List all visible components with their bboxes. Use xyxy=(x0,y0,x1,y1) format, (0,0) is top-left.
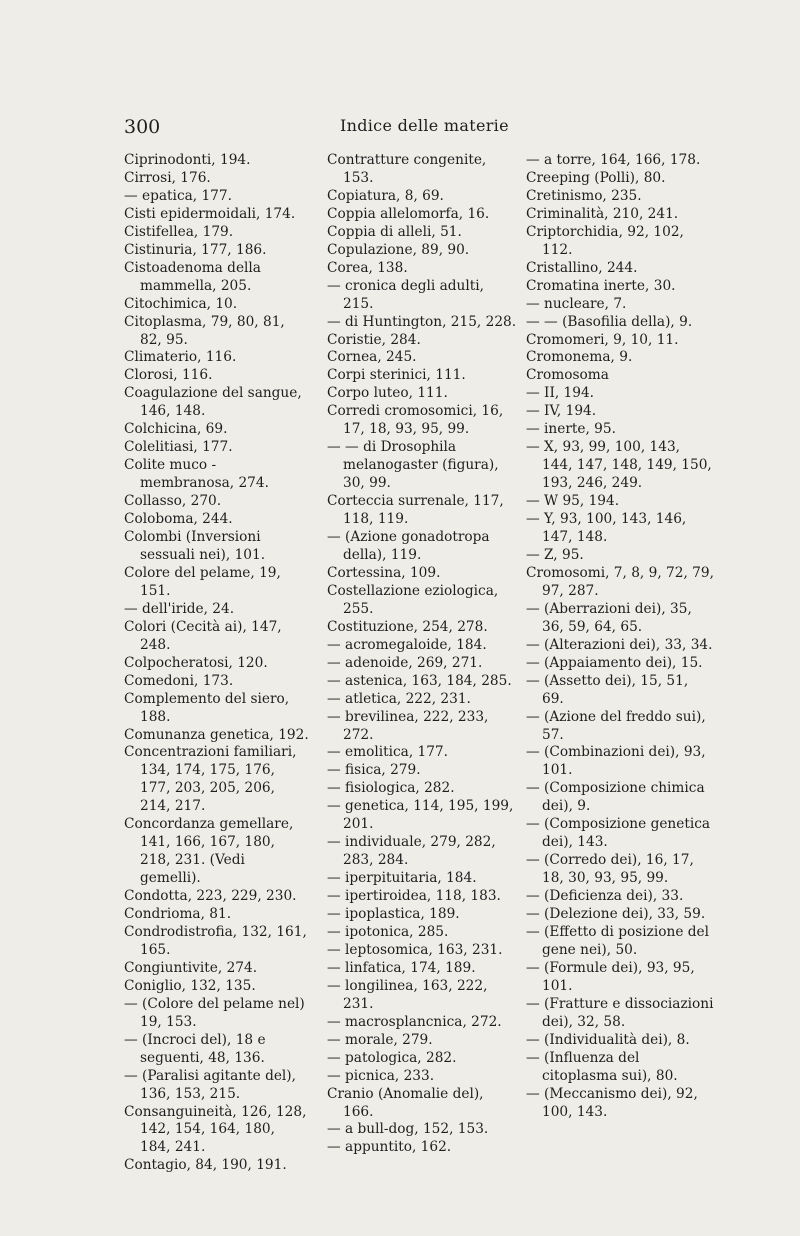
index-entry: — leptosomica, 163, 231. xyxy=(327,941,503,958)
index-entry: Corredi cromosomici, 16, 17, 18, 93, 95, 99. xyxy=(327,403,504,438)
index-entry: Cistinuria, 177, 186. xyxy=(124,241,267,258)
index-entry: — (Individualità dei), 8. xyxy=(526,1031,690,1048)
index-entry: Ciprinodonti, 194. xyxy=(124,152,251,168)
index-entry: Creeping (Polli), 80. xyxy=(526,169,666,186)
index-entry: Consanguineità, 126, 128, 142, 154, 164, 180, 184, 241. xyxy=(124,1103,307,1156)
index-entry: — fisica, 279. xyxy=(327,762,421,779)
index-entry: Cromosomi, 7, 8, 9, 72, 79, 97, 287. xyxy=(526,564,714,599)
index-entry: Comedoni, 173. xyxy=(124,672,234,689)
index-entry: — a torre, 164, 166, 178. xyxy=(526,152,701,168)
index-entry: Climaterio, 116. xyxy=(124,349,237,366)
index-entry: — (Deficienza dei), 33. xyxy=(526,888,684,905)
index-entry: — fisiologica, 282. xyxy=(327,780,455,797)
index-entry: — morale, 279. xyxy=(327,1031,433,1048)
index-entry: — nucleare, 7. xyxy=(526,295,627,312)
index-entry: Colpocheratosi, 120. xyxy=(124,654,268,671)
index-entry: — atletica, 222, 231. xyxy=(327,690,471,707)
index-entry: — (Combinazioni dei), 93, 101. xyxy=(526,744,706,779)
index-entry: — (Effetto di posizione del gene nei), 50. xyxy=(526,923,710,958)
index-entry: Corteccia surrenale, 117, 118, 119. xyxy=(327,493,504,528)
index-entry: — (Aberrazioni dei), 35, 36, 59, 64, 65. xyxy=(526,600,692,635)
index-entry: Copulazione, 89, 90. xyxy=(327,241,470,258)
index-entry: — inerte, 95. xyxy=(526,421,616,438)
index-entry: — longilinea, 163, 222, 231. xyxy=(327,977,488,1012)
index-entry: — appuntito, 162. xyxy=(327,1139,452,1156)
index-entry: Colori (Cecità ai), 147, 248. xyxy=(124,618,282,653)
index-entry: — (Meccanismo dei), 92, 100, 143. xyxy=(526,1085,698,1120)
index-entry: Colore del pelame, 19, 151. xyxy=(124,564,281,599)
index-entry: — picnica, 233. xyxy=(327,1067,435,1084)
index-entry: Contagio, 84, 190, 191. xyxy=(124,1157,287,1174)
index-entry: — II, 194. xyxy=(526,385,595,402)
index-entry: Corpo luteo, 111. xyxy=(327,385,448,402)
index-entry: Cortessina, 109. xyxy=(327,564,441,581)
index-entry: Colelitiasi, 177. xyxy=(124,439,233,456)
index-entry: — (Formule dei), 93, 95, 101. xyxy=(526,959,695,994)
index-entry: Cistifellea, 179. xyxy=(124,223,234,240)
index-column-2 xyxy=(327,152,517,1157)
page-number: 300 xyxy=(124,116,161,138)
index-entry: — iperpituitaria, 184. xyxy=(327,870,477,887)
index-entry: Colite muco - membranosa, 274. xyxy=(124,457,269,492)
index-entry: — individuale, 279, 282, 283, 284. xyxy=(327,834,496,869)
index-entry: — W 95, 194. xyxy=(526,493,620,510)
index-entry: — (Azione gonadotropa della), 119. xyxy=(327,529,490,563)
index-entry: — dell'iride, 24. xyxy=(124,600,235,617)
index-entry: — brevilinea, 222, 233, 272. xyxy=(327,708,489,743)
index-entry: Cretinismo, 235. xyxy=(526,187,642,204)
index-entry: — emolitica, 177. xyxy=(327,744,448,761)
index-entry: Condotta, 223, 229, 230. xyxy=(124,888,297,905)
index-entry: — di Huntington, 215, 228. xyxy=(327,313,517,330)
index-column-1 xyxy=(124,152,309,1175)
index-entry: Colchicina, 69. xyxy=(124,421,228,438)
index-entry: — (Colore del pelame nel) 19, 153. xyxy=(124,995,305,1030)
index-entry: — adenoide, 269, 271. xyxy=(327,654,483,671)
index-entry: — (Paralisi agitante del), 136, 153, 215. xyxy=(124,1067,297,1102)
index-entry: Corpi sterinici, 111. xyxy=(327,367,466,384)
index-entry: — (Alterazioni dei), 33, 34. xyxy=(526,636,713,653)
index-entry: — (Composizione chimica dei), 9. xyxy=(526,780,705,815)
index-entry: — (Corredo dei), 16, 17, 18, 30, 93, 95, 99. xyxy=(526,852,694,887)
index-entry: Coloboma, 244. xyxy=(124,511,233,528)
index-entry: — Z, 95. xyxy=(526,546,584,563)
index-entry: — X, 93, 99, 100, 143, 144, 147, 148, 149, 150, 193, 246, 249. xyxy=(526,439,712,492)
page-header xyxy=(124,116,684,146)
index-entry: — ipertiroidea, 118, 183. xyxy=(327,888,501,905)
index-entry: Copiatura, 8, 69. xyxy=(327,187,444,204)
running-head: Indice delle materie xyxy=(340,116,509,135)
index-entry: Costituzione, 254, 278. xyxy=(327,618,488,635)
index-entry: Costellazione eziologica, 255. xyxy=(327,582,499,617)
index-entry: — ipotonica, 285. xyxy=(327,923,449,940)
index-entry: Coristie, 284. xyxy=(327,331,421,348)
index-entry: — Y, 93, 100, 143, 146, 147, 148. xyxy=(526,511,687,546)
index-entry: — epatica, 177. xyxy=(124,187,232,204)
index-entry: — — di Drosophila melanogaster (figura), 30, 99. xyxy=(327,439,499,492)
index-entry: Concentrazioni familiari, 134, 174, 175, 176, 177, 203, 205, 206, 214, 217. xyxy=(124,744,297,815)
index-entry: Coppia allelomorfa, 16. xyxy=(327,205,490,222)
index-entry: Cornea, 245. xyxy=(327,349,417,366)
index-entry: — ipoplastica, 189. xyxy=(327,906,460,923)
index-entry: Colombi (Inversioni sessuali nei), 101. xyxy=(124,529,266,563)
index-entry: Cristallino, 244. xyxy=(526,259,638,276)
index-entry: — (Assetto dei), 15, 51, 69. xyxy=(526,672,689,707)
index-entry: — (Appaiamento dei), 15. xyxy=(526,654,703,671)
index-entry: Comunanza genetica, 192. xyxy=(124,726,309,743)
index-entry: — — (Basofilia della), 9. xyxy=(526,313,693,330)
index-entry: — IV, 194. xyxy=(526,403,597,420)
index-entry: — patologica, 282. xyxy=(327,1049,457,1066)
index-entry: Cisti epidermoidali, 174. xyxy=(124,205,296,222)
index-entry: Cromomeri, 9, 10, 11. xyxy=(526,331,679,348)
index-entry: Concordanza gemellare, 141, 166, 167, 180, 218, 231. (Vedi gemelli). xyxy=(124,816,294,887)
index-entry: — (Incroci del), 18 e seguenti, 48, 136. xyxy=(124,1031,266,1066)
index-entry: Clorosi, 116. xyxy=(124,367,213,384)
index-entry: Condrioma, 81. xyxy=(124,906,232,923)
index-entry: — (Influenza del citoplasma sui), 80. xyxy=(526,1049,678,1084)
index-entry: — (Azione del freddo sui), 57. xyxy=(526,708,706,743)
index-entry: — genetica, 114, 195, 199, 201. xyxy=(327,798,514,833)
index-entry: Cistoadenoma della mammella, 205. xyxy=(124,259,261,294)
index-entry: Coagulazione del sangue, 146, 148. xyxy=(124,385,302,420)
index-column-3 xyxy=(526,152,714,1121)
index-entry: Corea, 138. xyxy=(327,259,408,276)
index-entry: Cranio (Anomalie del), 166. xyxy=(327,1085,484,1120)
index-entry: — acromegaloide, 184. xyxy=(327,636,487,653)
index-entry: Coniglio, 132, 135. xyxy=(124,977,256,994)
index-entry: Congiuntivite, 274. xyxy=(124,959,258,976)
index-entry: — cronica degli adulti, 215. xyxy=(327,277,484,312)
index-entry: Coppia di alleli, 51. xyxy=(327,223,462,240)
index-entry: Contratture congenite, 153. xyxy=(327,152,487,186)
index-entry: — linfatica, 174, 189. xyxy=(327,959,476,976)
index-entry: — (Delezione dei), 33, 59. xyxy=(526,906,706,923)
index-entry: Collasso, 270. xyxy=(124,493,222,510)
index-entry: Cirrosi, 176. xyxy=(124,169,211,186)
index-entry: Citoplasma, 79, 80, 81, 82, 95. xyxy=(124,313,285,348)
index-entry: Condrodistrofia, 132, 161, 165. xyxy=(124,923,307,958)
index-entry: Criptorchidia, 92, 102, 112. xyxy=(526,223,684,258)
index-entry: — astenica, 163, 184, 285. xyxy=(327,672,512,689)
index-entry: Cromosoma xyxy=(526,367,609,384)
index-entry: Complemento del siero, 188. xyxy=(124,690,290,725)
index-entry: — a bull-dog, 152, 153. xyxy=(327,1121,489,1138)
index-entry: Cromonema, 9. xyxy=(526,349,633,366)
index-entry: Cromatina inerte, 30. xyxy=(526,277,676,294)
index-entry: — (Fratture e dissociazioni dei), 32, 58. xyxy=(526,995,714,1030)
index-entry: Citochimica, 10. xyxy=(124,295,238,312)
index-entry: — macrosplancnica, 272. xyxy=(327,1013,502,1030)
index-entry: — (Composizione genetica dei), 143. xyxy=(526,816,711,851)
index-entry: Criminalità, 210, 241. xyxy=(526,205,679,222)
